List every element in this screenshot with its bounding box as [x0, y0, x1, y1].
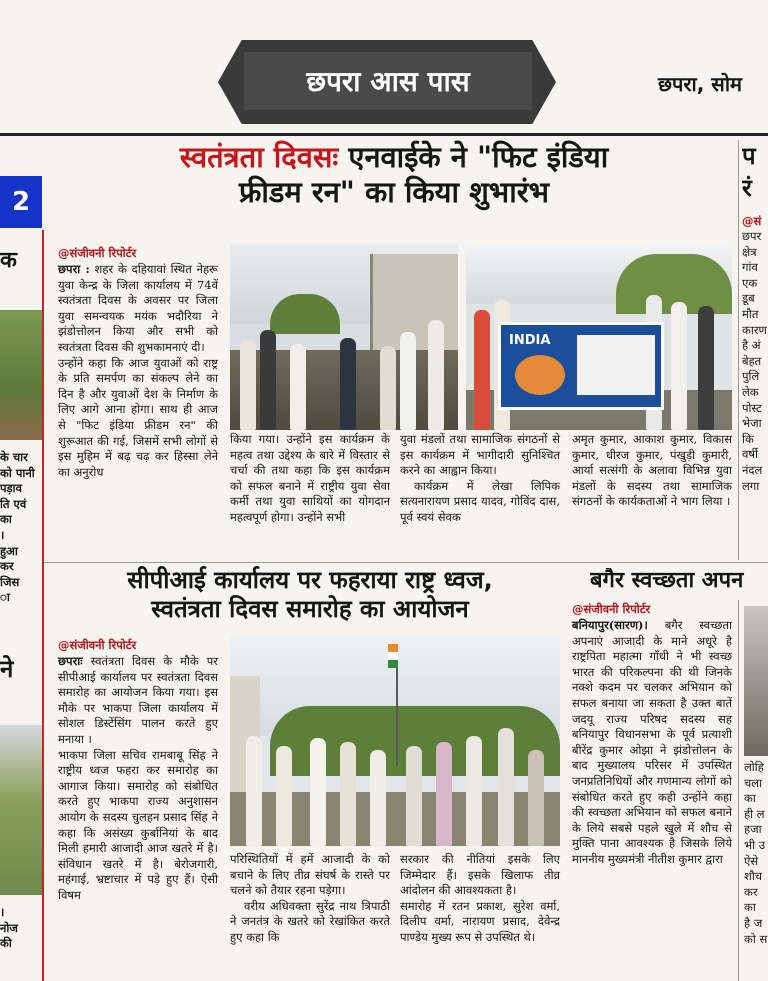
right-edge-text-line: नंदल [742, 462, 763, 477]
right-edge-text-line: ऐसे [744, 853, 759, 868]
right-edge-text-line: गांव [742, 260, 758, 275]
flag-icon [388, 644, 398, 668]
right-edge-text-line: डूब [742, 291, 755, 306]
header-rule [0, 133, 768, 136]
fit-india-dateline: छपरा : [58, 262, 90, 276]
left-edge-column [0, 230, 44, 981]
right-edge-text-line: को स [744, 931, 768, 946]
right-edge-text-line: पोस्ट [742, 400, 762, 415]
right-edge-text-line: का [744, 791, 756, 806]
right-edge-byline: @सं [742, 214, 762, 228]
left-edge-headline: क [0, 248, 17, 273]
section-divider [44, 562, 768, 563]
left-edge-text-line: नोज [0, 920, 18, 935]
column-rule-right-2 [738, 600, 739, 981]
right-edge-text-line: बेहत [742, 353, 762, 368]
left-edge-text-2 [0, 905, 42, 952]
column-rule-right [738, 140, 739, 560]
section-title: छपरा आस पास [244, 52, 532, 110]
right-edge-text-line: पुलि [742, 369, 760, 384]
cpi-col2: परिस्थितियों में हमें आजादी के को बचाने के लिए तीव्र संघर्ष के रास्ते पर चलने को तैयार रहना पड़ेगा। वरीय अधिवक्ता सुरेंद्र नाथ त्रिपाठी ने जनतंत्र के खतरे को रेखांकित करते हुए कहा कि [230, 852, 390, 944]
right-edge-text-line: कर [744, 884, 758, 899]
swachhata-dateline: बनियापुर(सारण)। [572, 618, 648, 632]
right-edge-headline-fragment: प [742, 142, 756, 170]
right-edge-text-line: लोहि [744, 760, 764, 774]
cpi-byline: @संजीवनी रिपोर्टर [58, 638, 137, 652]
left-edge-text-line: ा [0, 590, 10, 605]
cpi-headline [44, 566, 576, 624]
fit-india-headline-line1: स्वतंत्रता दिवसः एनवाईके ने "फिट इंडिया [179, 140, 609, 174]
swachhata-col: बनियापुर(सारण)। बगैर स्वच्छता अपनाएं आजादी के माने अधूरे है राष्ट्रपिता महात्मा गाँधी ने भी स्वच्छ भारत की परिकल्पना की थी जिनके नक्शे कदम पर चलकर अभियान को सफल बनाया जा सकता है उक्त बातें जदयू राज्य परिषद सदस्य सह बनियापुर विधानसभा के पूर्व प्रत्याशी बीरेंद्र कुमार ओझा ने झंडोत्तोलन के बाद मुख्यालय परिसर में उपस्थित जनप्रतिनिधियों और गणमान्य लोगों को संबोधित करते हुए कही उन्होंने कहा की स्वच्छता अभियान को सफल बनाने के लिये सबसे पहले खुले में शौच से मुक्ति पाना आवश्यक है जिसके लिये माननीय मुख्यमंत्री नीतीश कुमार द्वारा [572, 618, 732, 866]
right-edge-text-line: है ज [744, 915, 763, 930]
right-edge-text [742, 229, 768, 494]
fit-india-headline [44, 140, 744, 210]
right-edge-text-line: वर्षी [742, 447, 759, 462]
left-edge-headline-2: ने [0, 654, 14, 683]
fit-india-byline: @संजीवनी रिपोर्टर [58, 246, 137, 260]
right-edge-text-line: हजा [744, 822, 762, 837]
right-edge-text-line: कारण [742, 322, 767, 337]
left-edge-text-line: । [0, 904, 5, 919]
right-edge-text-line: लगा [742, 478, 760, 493]
right-edge-text-line: छपर [742, 229, 762, 243]
left-edge-text-line: पड़ाव [0, 481, 23, 496]
left-edge-text-line: कर [0, 559, 14, 574]
right-edge-column [742, 140, 768, 560]
swachhata-byline: @संजीवनी रिपोर्टर [572, 602, 651, 616]
left-edge-text-line: । [0, 527, 5, 542]
fit-india-col1-para2: उन्होंने कहा कि आज युवाओं को राष्ट्र के प्रति समर्पण का संकल्प लेने का दिन है और युवाओं देश के निर्माण के लिए आगे आना होगा। साथ ही आज से "फिट इंडिया फ्रीडम रन" की शुरूआत की गई, जिसमें सभी लोगों से इस मुहिम में बढ़ चढ़ कर हिस्सा लेने का अनुरोध [58, 355, 218, 479]
right-edge-text-line: मौत [742, 306, 759, 321]
headline-red-lead: स्वतंत्रता दिवसः [179, 140, 339, 174]
fit-india-banner [498, 322, 664, 410]
cpi-headline-line1: सीपीआई कार्यालय पर फहराया राष्ट्र ध्वज, [127, 566, 493, 594]
cpi-dateline: छपराः [58, 654, 83, 668]
fit-india-photo-1 [230, 244, 458, 430]
fit-india-col3: युवा मंडलों तथा सामाजिक संगठनों से इस कार्यक्रम में भागीदारी सुनिश्चित करने का आह्वान किया। कार्यक्रम में लेखा लिपिक सत्यनारायण प्रसाद यादव, गोविंद दास, पूर्व स्वयं सेवक [400, 432, 560, 524]
left-edge-text-line: हुआ [0, 543, 18, 558]
cpi-col1: छपराः स्वतंत्रता दिवस के मौके पर सीपीआई कार्यालय पर स्वतंत्रता दिवस समारोह का आयोजन किया गया। इस मौके पर भाकपा जिला कार्यालय में सोशल डिस्टेंसिंग पालन करते हुए मनाया । भाकपा जिला सचिव रामबाबू सिंह ने राष्ट्रीय ध्वज फहरा कर समारोह का आगाज किया। समारोह को संबोधित करते हुए भाकपा राज्य अनुशासन आयोग के सदस्य चुलहन प्रसाद सिंह ने कहा कि असंख्य कुर्बानियां के बाद मिली हमारी आजादी आज खतरे में है। संविधान खतरे में है। बेरोजगारी, महंगाई, भ्रष्टाचार में पड़े हुए हैं। ऐसी विषम [58, 654, 218, 902]
right-edge-text-line: का [744, 900, 756, 915]
fit-india-photo-2 [466, 244, 732, 430]
right-edge-text-line: लेक [742, 384, 759, 399]
left-edge-text [0, 450, 42, 606]
cpi-col3: सरकार की नीतियां इसके लिए जिम्मेदार हैं। इसके खिलाफ तीव्र आंदोलन की आवश्यकता है। समारोह में रतन प्रकाश, सुरेश वर्मा, दिलीप वर्मा, नारायण प्रसाद, देवेन्द्र पाण्डेय मुख्य रूप से उपस्थित थे। [400, 852, 560, 944]
right-edge-photo [744, 606, 768, 756]
right-edge-text-line: भी उ [744, 837, 766, 852]
right-edge-text-line: है अं [742, 338, 761, 353]
left-edge-photo-2 [0, 725, 42, 895]
right-edge-headline [742, 140, 768, 204]
swachhata-headline: बगैर स्वच्छता अपन [590, 568, 744, 593]
cpi-photo [230, 636, 560, 846]
cpi-headline-line2: स्वतंत्रता दिवस समारोह का आयोजन [151, 594, 469, 623]
fit-india-headline-line2: फ्रीडम रन" का किया शुभारंभ [239, 174, 549, 209]
right-edge-headline-fragment: रं [742, 174, 752, 202]
right-edge-text-line: ही ल [744, 806, 765, 821]
left-edge-text-line: ति एवं [0, 496, 27, 511]
right-edge-text-line: क्षेत्र [742, 244, 757, 259]
right-edge-text-line: कि [742, 431, 754, 446]
fit-india-col4: अमृत कुमार, आकाश कुमार, विकास कुमार, धीरज कुमार, पंखुड़ी कुमारी, आर्या सत्संगी के अलावा विभिन्न युवा मंडलों के सदस्य तथा सामाजिक संगठनों के कार्यकताओं ने भाग लिया । [572, 432, 732, 509]
left-edge-photo [0, 310, 42, 440]
right-edge-text-line: शौच [744, 869, 763, 884]
fit-india-col1: छपरा : शहर के दहियावां स्थित नेहरू युवा केन्द्र के जिला कार्यालय में 74वें स्वतंत्रता दिवस के अवसर पर जिला युवा समन्वयक मयंक भदौरिया ने झंडोत्तोलन किया और सभी को स्वतंत्रता दिवस की शुभकामनाएं दी। उन्होंने कहा कि आज युवाओं को राष्ट्र के प्रति समर्पण का संकल्प लेने का दिन है और युवाओं देश के निर्माण के लिए आगे आना होगा। साथ ही आज से "फिट इंडिया फ्रीडम रन" की शुरूआत की गई, जिसमें सभी लोगों से इस मुहिम में बढ़ चढ़ कर हिस्सा लेने का अनुरोध [58, 262, 218, 479]
page-dateline: छपरा, सोम [658, 72, 742, 96]
cpi-col1-para2: भाकपा जिला सचिव रामबाबू सिंह ने राष्ट्रीय ध्वज फहरा कर समारोह का आगाज किया। समारोह को संबोधित करते हुए भाकपा राज्य अनुशासन आयोग के सदस्य चुलहन प्रसाद सिंह ने कहा कि असंख्य कुर्बानियां के बाद मिली हमारी आजादी आज खतरे में है। संविधान खतरे में है। बेरोजगारी, महंगाई, भ्रष्टाचार में पड़े हुए हैं। ऐसी विषम [58, 747, 218, 902]
right-edge-text-line: भेजा [742, 416, 762, 431]
fit-india-col2: किया गया। उन्होंने इस कार्यक्रम के महत्व तथा उद्देश्य के बारे में विस्तार से चर्चा की तथा कहा कि इस कार्यक्रम को सफल बनाने में राष्ट्रीय युवा सेवा कर्मी तथा युवा साथियों का योगदान महत्वपूर्ण होगा। उन्होंने सभी [230, 432, 390, 524]
left-edge-text-line: को पानी [0, 465, 35, 480]
left-edge-tab: 2 [0, 176, 42, 228]
left-edge-text-line: की [0, 936, 12, 951]
left-edge-text-line: के चार [0, 450, 28, 464]
left-edge-text-line: का [0, 512, 12, 527]
right-edge-text-2 [744, 760, 768, 947]
left-edge-text-line: जिस [0, 574, 20, 589]
right-edge-text-line: एक [742, 275, 758, 290]
right-edge-text-line: चला [744, 775, 763, 790]
banner-text: INDIA [509, 333, 551, 348]
